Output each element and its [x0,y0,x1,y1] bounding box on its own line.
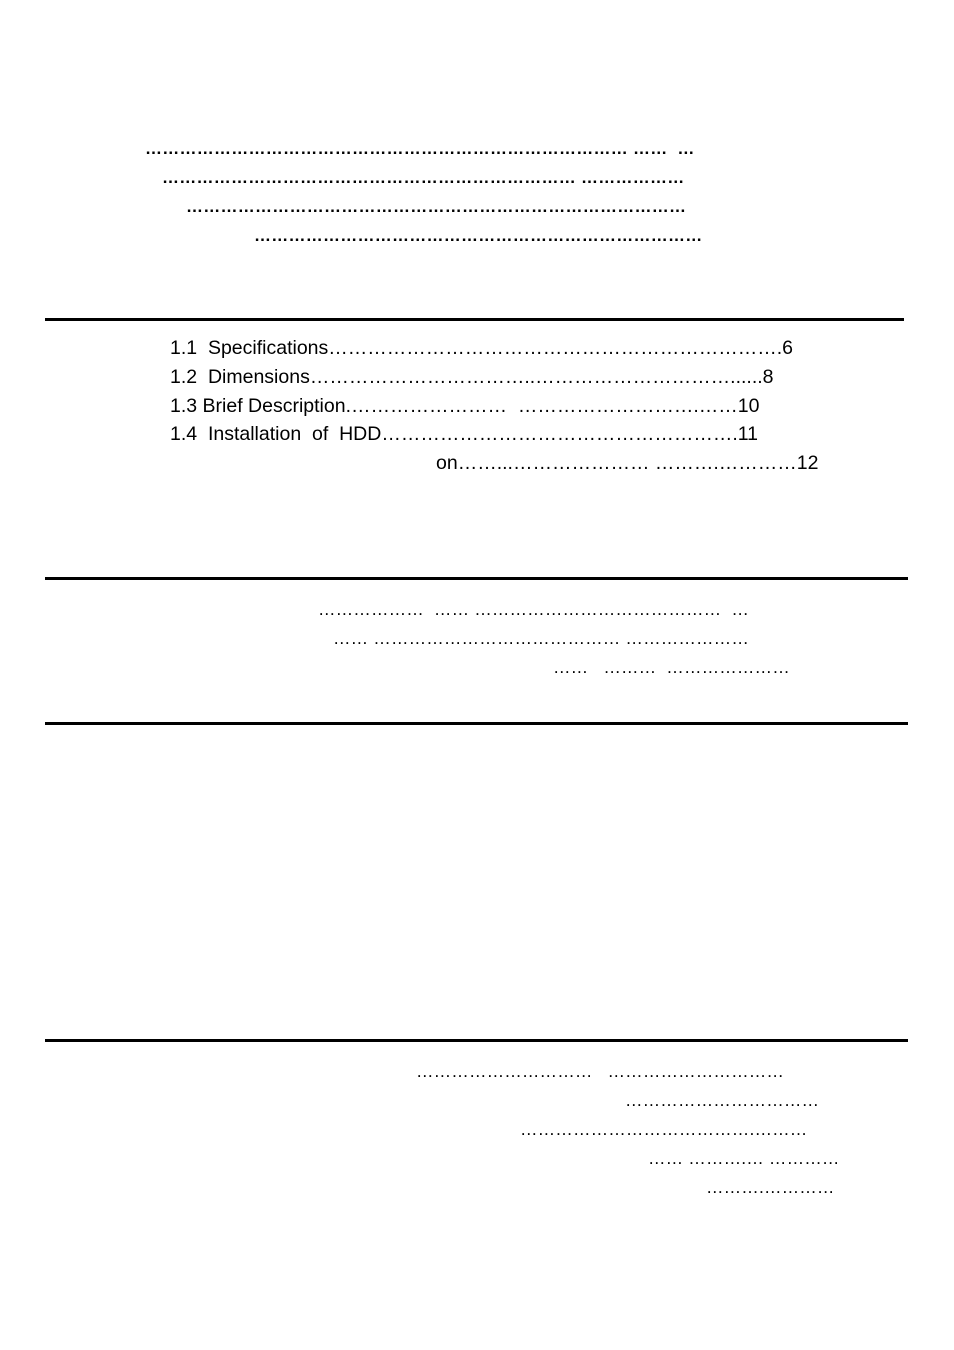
chapter-2-rule [45,577,908,580]
chapter-4-leader-3: ………………………………….……… [520,1119,808,1139]
chapter-4-leader-4: …… ……….… ………… [648,1148,840,1168]
chapter-1-rule [45,318,904,321]
chapter-2-leader-3: …… ……… ………………… [553,657,790,677]
chapter-3-rule [45,722,908,725]
chapter-4-rule [45,1039,908,1042]
chapter-4-leader-2: …………………………… [625,1090,820,1110]
toc-entry-on: on……...………………… ……….…………12 [436,452,819,474]
intro-leader-3: …………………………………………………………………………… [186,197,687,216]
intro-leader-2: ……………………………………………………………… ……………… [162,168,685,187]
toc-entry-specifications: 1.1 Specifications…………………………………………………………….6 [170,337,794,359]
toc-entry-installation-of-hdd: 1.4 Installation of HDD……………………………………………….11 [170,423,759,445]
intro-leader-4: …………………………………………………………………… [254,226,703,245]
chapter-2-leader-1: ……………… …… …………………………………… … [318,599,750,619]
intro-leader-1: ………………………………………………………………………… …… … [145,139,695,158]
chapter-2-leader-2: …… …………………………………… ………………… [333,628,749,648]
toc-entry-dimensions: 1.2 Dimensions……………………………..…………………………......8 [170,366,774,388]
chapter-4-leader-5: ……….………… [706,1177,835,1197]
toc-entry-brief-description: 1.3 Brief Description.…………………… ……………………….……10 [170,395,760,417]
chapter-4-leader-1: ………………………… ………………………… [416,1061,785,1081]
